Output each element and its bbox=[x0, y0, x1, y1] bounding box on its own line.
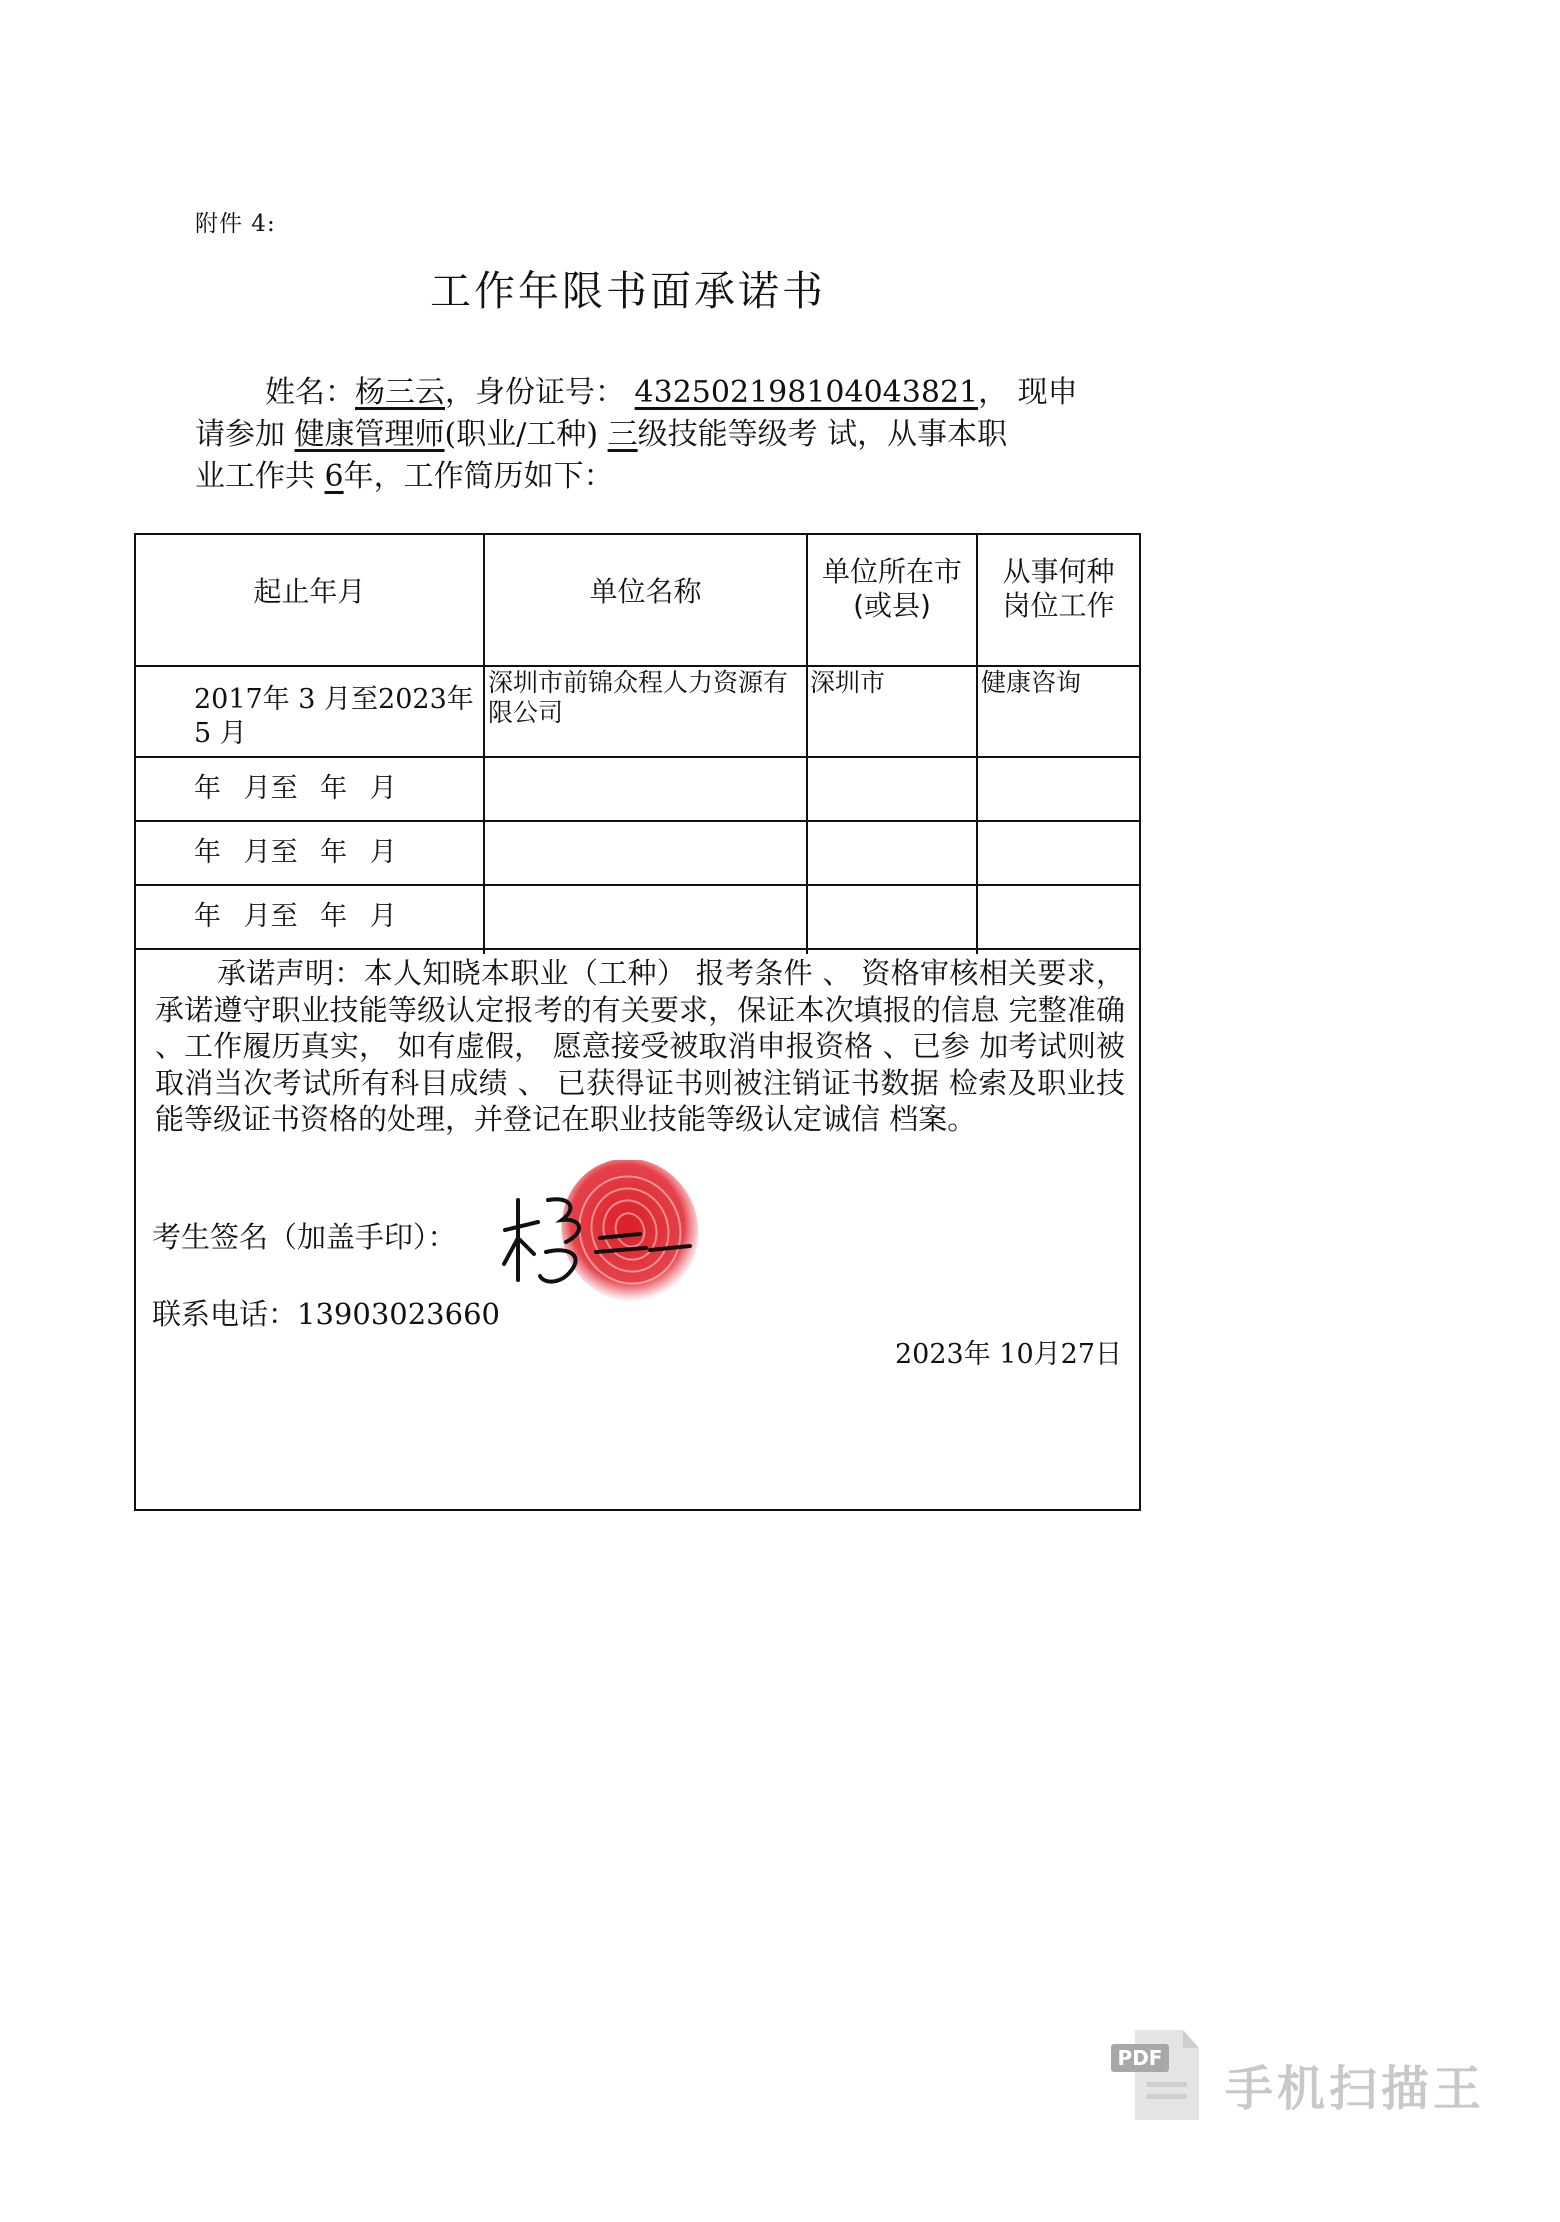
declaration-body: 承诺声明：本人知晓本职业（工种） 报考条件 、 资格审核相关要求， 承诺遵守职业技能等级认定报考的有关要求，保证本次填报的信息 完整准确 、工作履历真实， 如有虚假， 愿意接受被取消申报资格 、已参 加考试则被取消当次考试所有科目成绩 、 已获得证书则被注销证书数据 检索及职业技能等级证书资格的处理，并登记在职业技能等级认定诚信 档案。 bbox=[155, 956, 1125, 1136]
document-title: 工作年限书面承诺书 bbox=[430, 267, 826, 315]
signature-fingerprint bbox=[500, 1160, 720, 1310]
row4-period: 年 月至 年 月 bbox=[194, 901, 397, 932]
header-city-line1: 单位所在市 bbox=[821, 555, 962, 588]
phone-label: 联系电话： bbox=[152, 1297, 298, 1331]
header-city bbox=[808, 555, 976, 623]
occupation-value: 健康管理师 bbox=[294, 417, 445, 452]
row1-city: 深圳市 bbox=[810, 668, 886, 697]
id-number-value: 432502198104043821 bbox=[634, 375, 979, 410]
scanner-watermark-text: 手机扫描王 bbox=[1225, 2061, 1486, 2117]
id-label: ，身份证号： bbox=[445, 375, 625, 410]
pdf-badge-text: PDF bbox=[1117, 2046, 1163, 2070]
intro-line3-start: 业工作共 bbox=[195, 459, 325, 494]
table-divider bbox=[136, 665, 1139, 667]
intro-line-1 bbox=[195, 372, 1095, 414]
header-unit-name: 单位名称 bbox=[589, 575, 702, 608]
header-post bbox=[978, 555, 1139, 623]
level-value: 三 bbox=[607, 417, 638, 452]
signing-date: 2023年 10月27日 bbox=[895, 1339, 1123, 1370]
intro-line-3 bbox=[195, 456, 1095, 498]
intro-line2-start: 请参加 bbox=[195, 417, 295, 452]
name-label: 姓名： bbox=[265, 375, 355, 410]
table-divider bbox=[136, 756, 1139, 758]
name-value: 杨三云 bbox=[355, 375, 445, 410]
occupation-suffix: (职业/工种) bbox=[444, 417, 599, 452]
header-city-line2: (或县) bbox=[853, 589, 931, 622]
table-divider bbox=[136, 884, 1139, 886]
header-post-line2: 岗位工作 bbox=[1002, 589, 1115, 622]
years-value: 6 bbox=[324, 459, 344, 494]
intro-line2-end: 级技能等级考 试，从事本职 bbox=[637, 417, 1008, 452]
row1-period-line1: 2017年 3 月至2023年 bbox=[194, 684, 474, 715]
attachment-label: 附件 4: bbox=[195, 211, 276, 237]
row2-period: 年 月至 年 月 bbox=[194, 773, 397, 804]
intro-line1-end: ， 现申 bbox=[978, 375, 1078, 410]
intro-line3-end: 年，工作简历如下： bbox=[343, 459, 614, 494]
contact-phone bbox=[152, 1292, 500, 1333]
table-row bbox=[194, 683, 484, 751]
pdf-file-icon bbox=[1105, 2020, 1205, 2130]
row1-period-line2: 5 月 bbox=[194, 718, 247, 749]
intro-line-2 bbox=[195, 414, 1095, 456]
row1-unit: 深圳市前锦众程人力资源有限公司 bbox=[488, 668, 789, 727]
header-period: 起止年月 bbox=[253, 575, 366, 608]
table-divider bbox=[136, 820, 1139, 822]
row1-post: 健康咨询 bbox=[981, 668, 1082, 697]
header-post-line1: 从事何种 bbox=[1002, 555, 1115, 588]
intro-paragraph bbox=[195, 372, 1095, 498]
table-divider bbox=[136, 948, 1139, 950]
signature-label: 考生签名（加盖手印）： bbox=[152, 1220, 457, 1254]
declaration-text bbox=[155, 955, 1125, 1138]
phone-value: 13903023660 bbox=[297, 1297, 500, 1331]
row3-period: 年 月至 年 月 bbox=[194, 837, 397, 868]
